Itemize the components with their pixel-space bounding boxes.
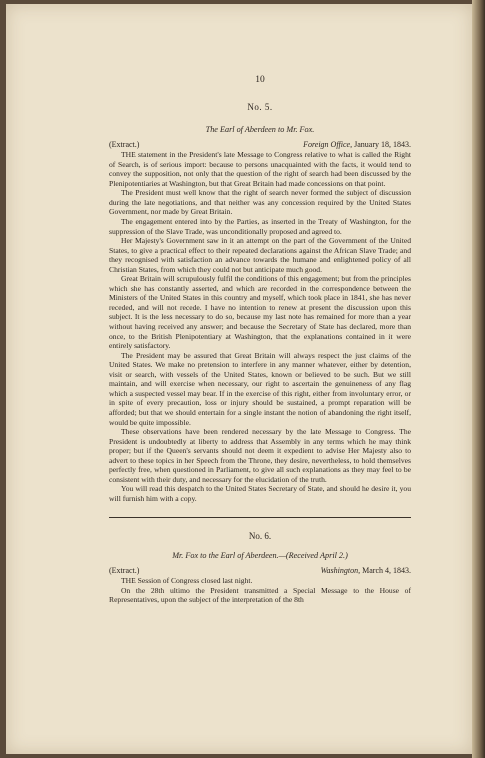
letter-meta <box>109 566 411 576</box>
paragraph: The engagement entered into by the Parties, as inserted in the Treaty of Washington, for the suppression of the Slave Trade, was unconditionally proposed and agreed to. <box>109 217 411 236</box>
paragraph: On the 28th ultimo the President transmitted a Special Message to the House of Representatives, upon the subject of the interpretation of the 8th <box>109 585 411 605</box>
paragraph: The President may be assured that Great Britain will always respect the just claims of the United States. We make no pretension to interfere in any manner whatever, either by detention, visit or search, with vessels of the United States, known or believed to be such. But we still maintain, and will exercise when necessary, our right to ascertain the genuineness of any flag which a suspected vessel may bear. If in the exercise of this right, either from involuntary error, or in spite of every precaution, loss or injury should be sustained, a prompt reparation will be afforded; but that we should entertain for a single instant the notion of abandoning the right itself, would be quite impossible. <box>109 350 411 427</box>
paragraph: The President must well know that the right of search never formed the subject of discussion during the late negotiations, and that neither was any concession required by the United States Government, nor made by Great Britain. <box>109 188 411 217</box>
paragraph: THE statement in the President's late Message to Congress relative to what is called the Right of Search, is of serious import: because to persons unacquainted with the facts, it would tend to convey the supposition, not only that the question of the right of search had been discussed by the Plenipotentiaries at Washington, but that Great Britain had made concessions on that point. <box>109 150 411 188</box>
paragraph: Great Britain will scrupulously fulfil the conditions of this engagement; but from the principles which she has constantly asserted, and which are recorded in the correspondence between the Ministers of the United States in this country and myself, which took place in 1841, she has never receded, and will not recede. I have no intention to renew at present the discussion upon this subject. It is the less necessary to do so, because my last note has remained for more than a year without having received any answer; and because the Secretary of State has declared, more than once, to the British Plenipotentiary at Washington, that the explanations contained in it were entirely satisfactory. <box>109 274 411 351</box>
paragraph: These observations have been rendered necessary by the late Message to Congress. The President is undoubtedly at liberty to address that Assembly in any terms which he may think proper; but if the Queen's servants should not deem it expedient to advise Her Majesty also to advert to these topics in her Speech from the Throne, they desire, nevertheless, to hold themselves perfectly free, when questioned in Parliament, to give all such explanations as they may feel to be consistent with their duty, and necessary for the elucidation of the truth. <box>109 427 411 484</box>
paragraph: THE Session of Congress closed last night. <box>121 576 253 586</box>
extract-label: (Extract.) <box>109 139 140 149</box>
page-number: 10 <box>255 75 265 85</box>
place-date <box>303 140 411 150</box>
place: Washington, <box>320 565 361 575</box>
paragraph: Her Majesty's Government saw in it an attempt on the part of the Government of the United States, to give a practical effect to their repeated declarations against the African Slave Trade; and they recognised with satisfaction an advance towards the humane and enlightened policy of all Christian States, from which they could not but anticipate much good. <box>109 236 411 274</box>
place-date <box>321 566 411 576</box>
place: Foreign Office, <box>303 139 353 149</box>
letter-meta <box>109 140 411 150</box>
date: January 18, 1843. <box>354 139 411 149</box>
page-text <box>109 76 411 605</box>
letter-number: No. 5. <box>247 101 273 112</box>
letter-number: No. 6. <box>248 531 272 542</box>
book-spine <box>472 0 485 758</box>
paragraph: You will read this despatch to the United States Secretary of State, and should he desire it, you will furnish him with a copy. <box>109 484 411 503</box>
section-divider <box>109 517 411 518</box>
letter-heading: The Earl of Aberdeen to Mr. Fox. <box>205 125 315 135</box>
extract-label: (Extract.) <box>109 565 140 575</box>
letter-heading: Mr. Fox to the Earl of Aberdeen.—(Received April 2.) <box>172 550 348 560</box>
date: March 4, 1843. <box>362 565 411 575</box>
book-page <box>6 4 472 754</box>
